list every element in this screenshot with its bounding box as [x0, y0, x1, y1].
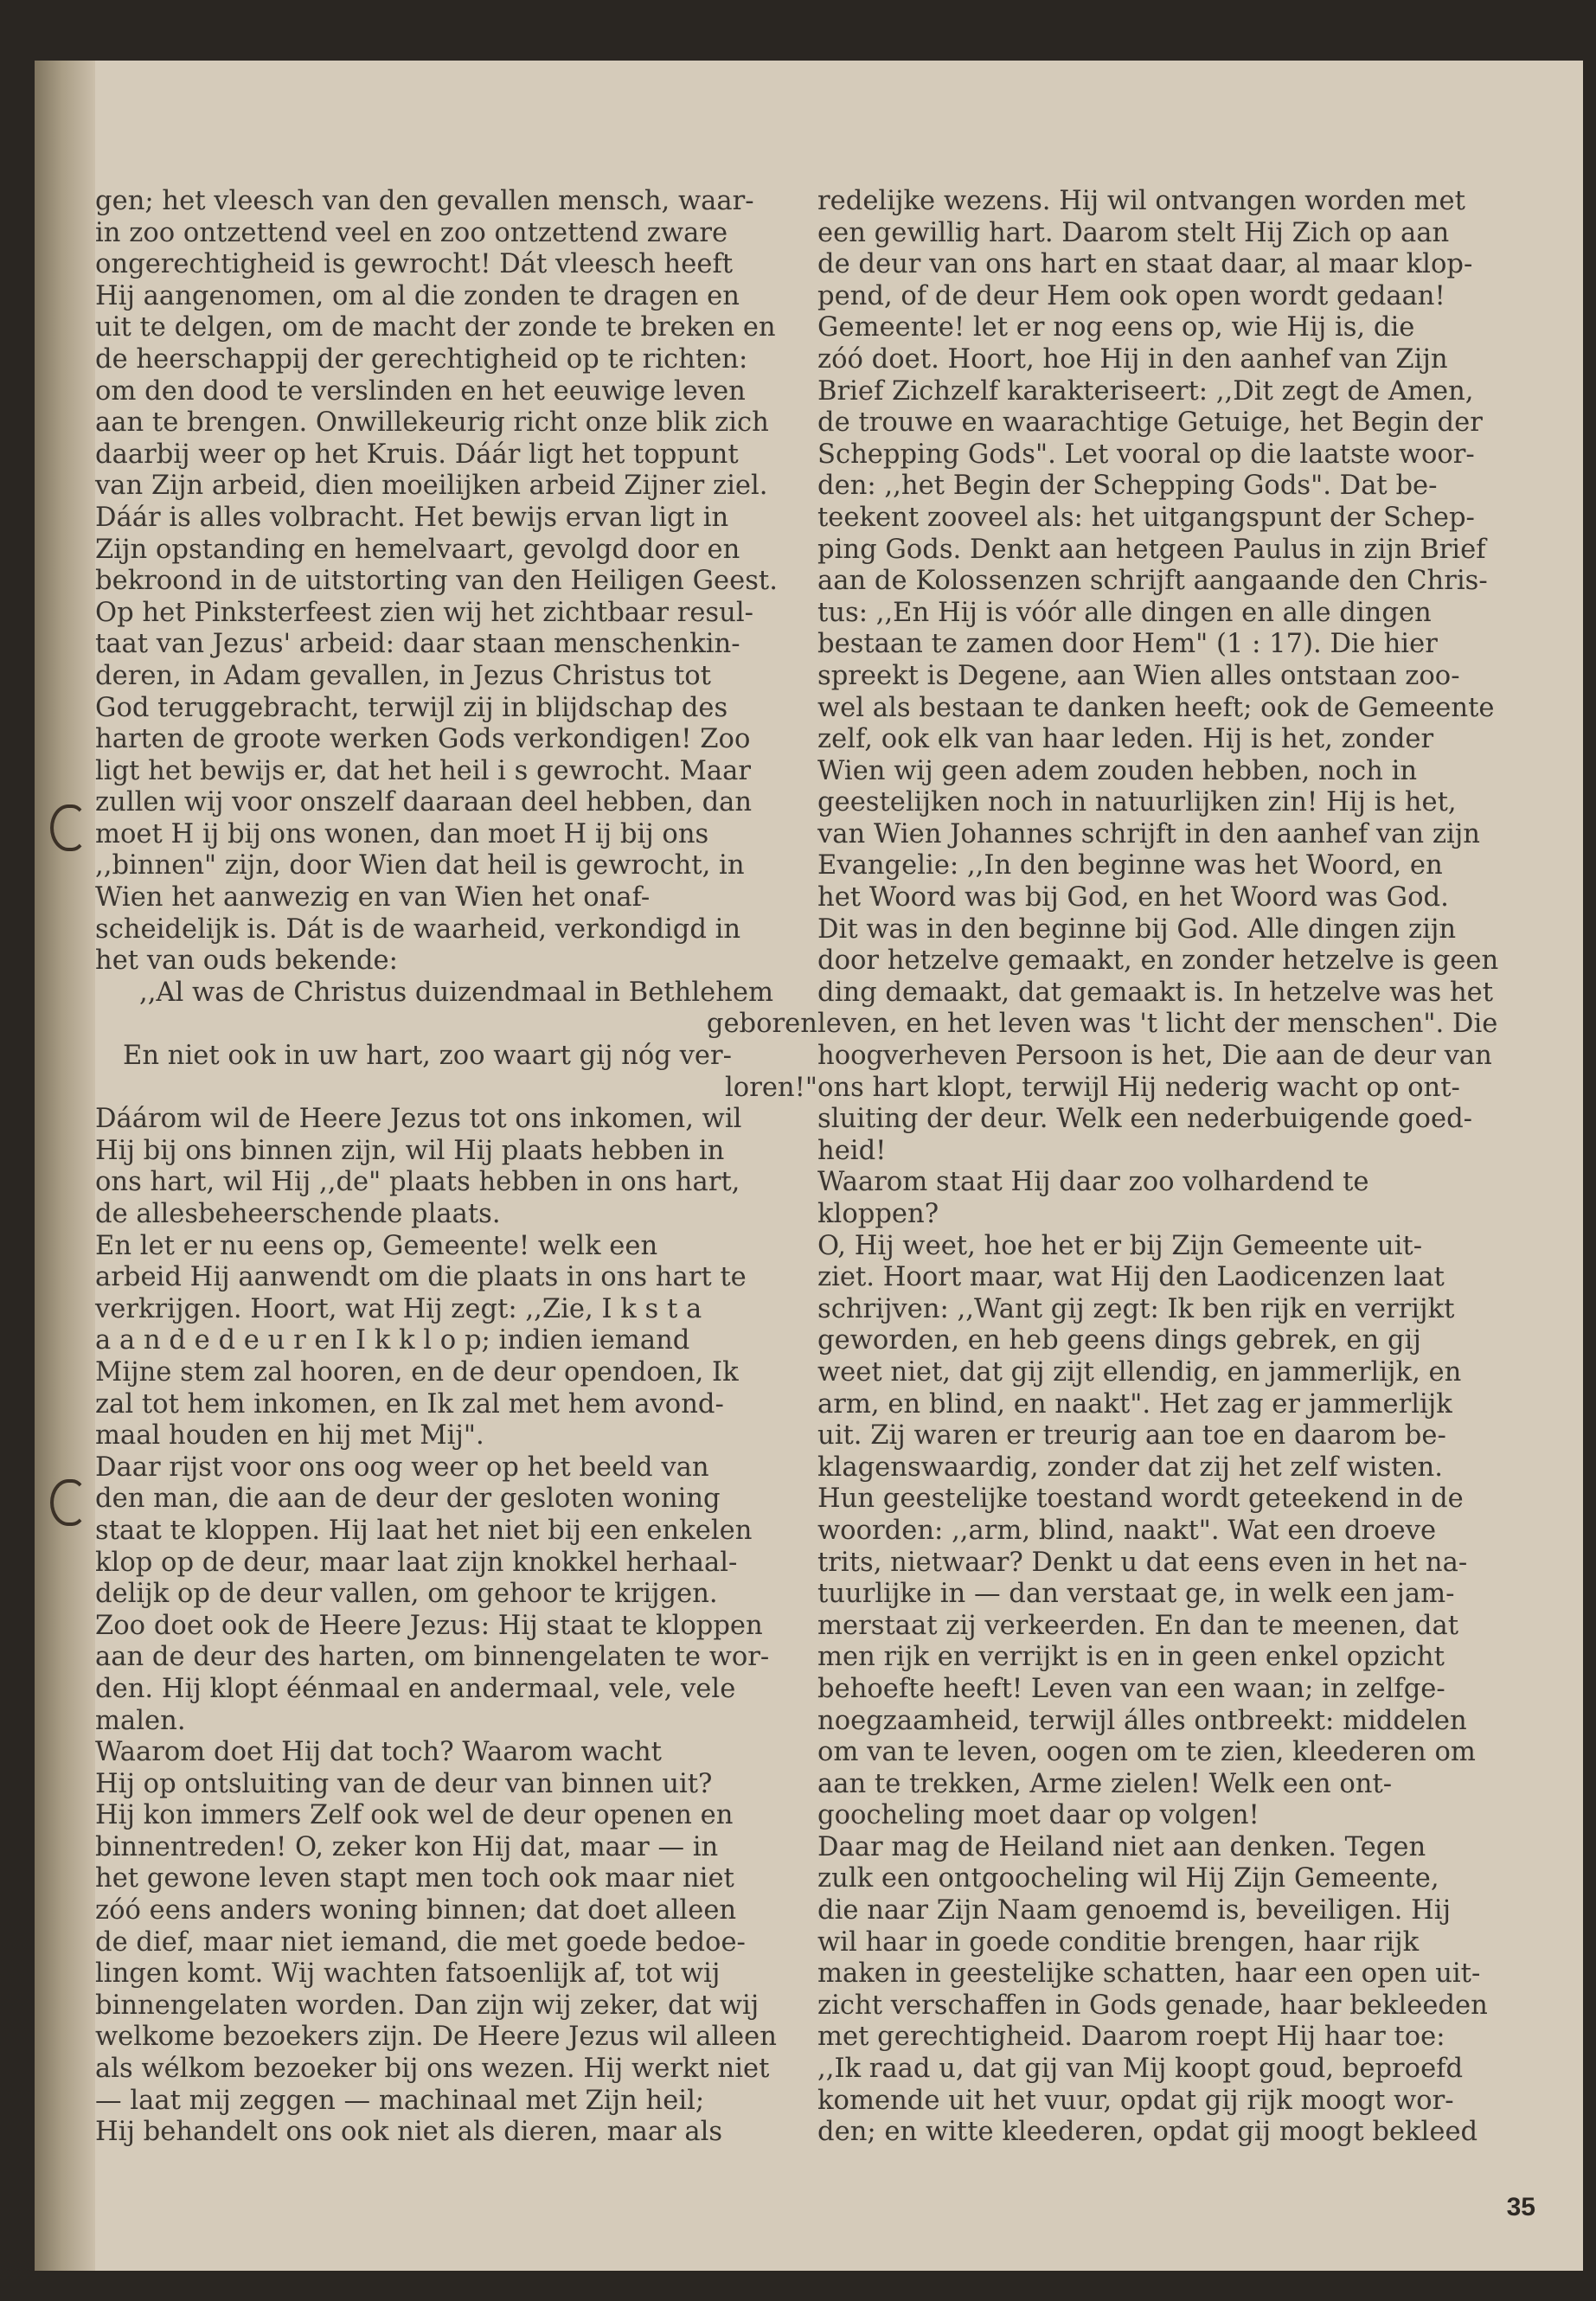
text-line: de heerschappij der gerechtigheid op te richten:	[95, 343, 748, 375]
text-line: klagenswaardig, zonder dat zij het zelf wisten.	[817, 1452, 1443, 1483]
text-line: Dáár is alles volbracht. Het bewijs ervan ligt in	[95, 502, 729, 533]
text-line: verkrijgen. Hoort, wat Hij zegt: ,,Zie, I k s t a	[95, 1293, 702, 1324]
text-line: den: ,,het Begin der Schepping Gods". Dat be-	[817, 471, 1438, 502]
text-line: heid!	[817, 1135, 887, 1166]
text-line: harten de groote werken Gods verkondigen! Zoo	[95, 724, 751, 755]
text-line: Mijne stem zal hooren, en de deur opendoen, Ik	[95, 1356, 739, 1388]
text-line: goocheling moet daar op volgen!	[817, 1800, 1259, 1831]
text-line: zullen wij voor onszelf daaraan deel hebben, dan	[95, 787, 753, 818]
text-line: geboren	[706, 1009, 817, 1040]
text-line: als wélkom bezoeker bij ons wezen. Hij werkt niet	[95, 2054, 770, 2085]
left-column	[95, 186, 817, 2149]
text-line: ,,binnen" zijn, door Wien dat heil is gewrocht, in	[95, 850, 745, 881]
text-line: malen.	[95, 1705, 186, 1736]
text-line: komende uit het vuur, opdat gij rijk moogt wor-	[817, 2085, 1454, 2116]
text-line: leven, en het leven was 't licht der menschen". Die	[817, 1009, 1498, 1040]
page-number: 35	[1506, 2193, 1535, 2221]
text-line: Zoo doet ook de Heere Jezus: Hij staat te kloppen	[95, 1610, 763, 1641]
text-line: door hetzelve gemaakt, en zonder hetzelve is geen	[817, 945, 1499, 977]
text-line: — laat mij zeggen — machinaal met Zijn heil;	[95, 2085, 705, 2116]
text-line: ping Gods. Denkt aan hetgeen Paulus in zijn Brief	[817, 534, 1486, 565]
text-line: deren, in Adam gevallen, in Jezus Christus tot	[95, 660, 711, 691]
text-line: Wien wij geen adem zouden hebben, noch in	[817, 755, 1418, 786]
text-line: ongerechtigheid is gewrocht! Dát vleesch heeft	[95, 249, 734, 280]
text-line: Waarom doet Hij dat toch? Waarom wacht	[95, 1737, 662, 1768]
text-line: redelijke wezens. Hij wil ontvangen worden met	[817, 186, 1465, 216]
text-line: om den dood te verslinden en het eeuwige leven	[95, 375, 746, 407]
text-line: bekroond in de uitstorting van den Heiligen Geest.	[95, 566, 778, 597]
text-line: het gewone leven stapt men toch ook maar niet	[95, 1863, 734, 1894]
text-line: aan de Kolossenzen schrijft aangaande den Chris-	[817, 566, 1488, 597]
text-line: Hun geestelijke toestand wordt geteekend in de	[817, 1484, 1464, 1515]
text-line: sluiting der deur. Welk een nederbuigende goed-	[817, 1104, 1472, 1135]
text-line: geworden, en heb geens dings gebrek, en gij	[817, 1325, 1421, 1356]
text-line: kloppen?	[817, 1199, 939, 1229]
text-line: het Woord was bij God, en het Woord was God.	[817, 882, 1449, 913]
text-line: zóó doet. Hoort, hoe Hij in den aanhef van Zijn	[817, 343, 1448, 375]
text-line: Daar rijst voor ons oog weer op het beeld van	[95, 1452, 709, 1483]
text-line: loren!"	[724, 1072, 817, 1103]
text-line: arbeid Hij aanwendt om die plaats in ons hart te	[95, 1262, 747, 1293]
text-line: spreekt is Degene, aan Wien alles ontstaan zoo-	[817, 660, 1460, 691]
text-line: met gerechtigheid. Daarom roept Hij haar toe:	[817, 2022, 1445, 2053]
text-line: tus: ,,En Hij is vóór alle dingen en alle dingen	[817, 597, 1432, 628]
text-line: maal houden en hij met Mij".	[95, 1420, 484, 1452]
text-line: hoogverheven Persoon is het, Die aan de deur van	[817, 1041, 1492, 1072]
text-line: Waarom staat Hij daar zoo volhardend te	[817, 1167, 1369, 1198]
text-line: zicht verschaffen in Gods genade, haar bekleeden	[817, 1990, 1488, 2021]
text-line: schrijven: ,,Want gij zegt: Ik ben rijk en verrijkt	[817, 1293, 1455, 1324]
text-line: Brief Zichzelf karakteriseert: ,,Dit zegt de Amen,	[817, 375, 1474, 407]
text-line: Hij aangenomen, om al die zonden te dragen en	[95, 280, 740, 311]
text-line: weet niet, dat gij zijt ellendig, en jammerlijk, en	[817, 1356, 1462, 1388]
text-line: a a n d e d e u r en I k k l o p; indien iemand	[95, 1325, 690, 1356]
text-line: zóó eens anders woning binnen; dat doet alleen	[95, 1895, 737, 1926]
text-line: moet H ij bij ons wonen, dan moet H ij bij ons	[95, 818, 709, 849]
text-line: O, Hij weet, hoe het er bij Zijn Gemeente uit-	[817, 1230, 1423, 1261]
text-line: delijk op de deur vallen, om gehoor te krijgen.	[95, 1579, 718, 1610]
text-line: gen; het vleesch van den gevallen mensch, waar-	[95, 186, 754, 216]
text-line: zelf, ook elk van haar leden. Hij is het, zonder	[817, 724, 1434, 755]
binding-spine	[35, 61, 95, 2271]
text-line: lingen komt. Wij wachten fatsoenlijk af, tot wij	[95, 1958, 721, 1990]
text-line: taat van Jezus' arbeid: daar staan menschenkin-	[95, 629, 740, 660]
text-line: welkome bezoekers zijn. De Heere Jezus wil alleen	[95, 2022, 777, 2053]
text-line: den. Hij klopt éénmaal en andermaal, vele, vele	[95, 1673, 736, 1704]
text-line: binnengelaten worden. Dan zijn wij zeker, dat wij	[95, 1990, 760, 2021]
text-line: noegzaamheid, terwijl álles ontbreekt: middelen	[817, 1705, 1467, 1736]
text-line: Hij bij ons binnen zijn, wil Hij plaats hebben in	[95, 1135, 725, 1166]
text-line: Gemeente! let er nog eens op, wie Hij is, die	[817, 312, 1415, 343]
text-line: de allesbeheerschende plaats.	[95, 1199, 501, 1229]
text-line: En let er nu eens op, Gemeente! welk een	[95, 1230, 658, 1261]
text-line: van Zijn arbeid, dien moeilijken arbeid Zijner ziel.	[95, 471, 768, 502]
text-line: Daar mag de Heiland niet aan denken. Tegen	[817, 1831, 1426, 1862]
text-line: den; en witte kleederen, opdat gij moogt bekleed	[817, 2117, 1478, 2148]
text-line: Schepping Gods". Let vooral op die laatste woor-	[817, 439, 1475, 470]
text-line: ding demaakt, dat gemaakt is. In hetzelve was het	[817, 977, 1494, 1008]
text-line: die naar Zijn Naam genoemd is, beveiligen. Hij	[817, 1895, 1452, 1926]
text-line: van Wien Johannes schrijft in den aanhef van zijn	[817, 818, 1480, 849]
text-line: wil haar in goede conditie brengen, haar rijk	[817, 1926, 1420, 1958]
text-line: in zoo ontzettend veel en zoo ontzettend zware	[95, 217, 728, 248]
text-line: staat te kloppen. Hij laat het niet bij een enkelen	[95, 1515, 753, 1546]
text-line: merstaat zij verkeerden. En dan te meenen, dat	[817, 1610, 1459, 1641]
text-line: behoefte heeft! Leven van een waan; in zelfge-	[817, 1673, 1445, 1704]
text-line: ligt het bewijs er, dat het heil i s gewrocht. Maar	[95, 755, 752, 786]
text-line: de trouwe en waarachtige Getuige, het Begin der	[817, 407, 1483, 439]
text-line: Hij op ontsluiting van de deur van binnen uit?	[95, 1768, 713, 1799]
text-line: het van ouds bekende:	[95, 945, 398, 977]
text-line: trits, nietwaar? Denkt u dat eens even in het na-	[817, 1547, 1468, 1578]
text-line: ons hart, wil Hij ,,de" plaats hebben in ons hart,	[95, 1167, 740, 1198]
text-line: de dief, maar niet iemand, die met goede bedoe-	[95, 1926, 746, 1958]
text-line: Dit was in den beginne bij God. Alle dingen zijn	[817, 913, 1457, 945]
text-line: Hij behandelt ons ook niet als dieren, maar als	[95, 2117, 723, 2148]
text-line: aan te brengen. Onwillekeurig richt onze blik zich	[95, 407, 769, 439]
text-line: wel als bestaan te danken heeft; ook de Gemeente	[817, 692, 1495, 723]
text-line: arm, en blind, en naakt". Het zag er jammerlijk	[817, 1388, 1452, 1420]
text-line: men rijk en verrijkt is en in geen enkel opzicht	[817, 1642, 1445, 1673]
text-line: Zijn opstanding en hemelvaart, gevolgd door en	[95, 534, 740, 565]
text-line: daarbij weer op het Kruis. Dáár ligt het toppunt	[95, 439, 739, 470]
text-line: geestelijken noch in natuurlijken zin! Hij is het,	[817, 787, 1457, 818]
text-line: ons hart klopt, terwijl Hij nederig wacht op ont-	[817, 1072, 1460, 1103]
text-line: uit. Zij waren er treurig aan toe en daarom be-	[817, 1420, 1446, 1452]
text-line: woorden: ,,arm, blind, naakt". Wat een droeve	[817, 1515, 1437, 1546]
text-line: scheidelijk is. Dát is de waarheid, verkondigd in	[95, 913, 741, 945]
text-line: ziet. Hoort maar, wat Hij den Laodicenzen laat	[817, 1262, 1445, 1293]
text-line: uit te delgen, om de macht der zonde te breken en	[95, 312, 776, 343]
text-line: ,,Al was de Christus duizendmaal in Bethlehem	[138, 977, 774, 1008]
binder-clip-bottom	[50, 1479, 87, 1526]
text-line: Op het Pinksterfeest zien wij het zichtbaar resul-	[95, 597, 753, 628]
text-line: Dáárom wil de Heere Jezus tot ons inkomen, wil	[95, 1104, 742, 1135]
text-line: En niet ook in uw hart, zoo waart gij nóg ver-	[123, 1041, 732, 1072]
text-line: God teruggebracht, terwijl zij in blijdschap des	[95, 692, 728, 723]
text-line: een gewillig hart. Daarom stelt Hij Zich op aan	[817, 217, 1450, 248]
text-line: Hij kon immers Zelf ook wel de deur openen en	[95, 1800, 734, 1831]
scanned-page	[35, 61, 1583, 2271]
text-line: Wien het aanwezig en van Wien het onaf-	[95, 882, 651, 913]
text-line: tuurlijke in — dan verstaat ge, in welk een jam-	[817, 1579, 1455, 1610]
text-line: binnentreden! O, zeker kon Hij dat, maar — in	[95, 1831, 719, 1862]
text-line: teekent zooveel als: het uitgangspunt der Schep-	[817, 502, 1475, 533]
text-line: zal tot hem inkomen, en Ik zal met hem avond-	[95, 1388, 724, 1420]
right-column	[817, 186, 1535, 2149]
text-line: pend, of de deur Hem ook open wordt gedaan!	[817, 280, 1445, 311]
text-line: de deur van ons hart en staat daar, al maar klop-	[817, 249, 1473, 280]
text-line: klop op de deur, maar laat zijn knokkel herhaal-	[95, 1547, 738, 1578]
text-line: ,,Ik raad u, dat gij van Mij koopt goud, beproefd	[817, 2054, 1464, 2085]
text-line: aan te trekken, Arme zielen! Welk een ont-	[817, 1768, 1393, 1799]
text-line: om van te leven, oogen om te zien, kleederen om	[817, 1737, 1476, 1768]
text-line: den man, die aan de deur der gesloten woning	[95, 1484, 721, 1515]
text-line: maken in geestelijke schatten, haar een open uit-	[817, 1958, 1481, 1990]
binder-clip-top	[50, 804, 87, 851]
text-line: bestaan te zamen door Hem" (1 : 17). Die hier	[817, 629, 1438, 660]
text-line: zulk een ontgoocheling wil Hij Zijn Gemeente,	[817, 1863, 1439, 1894]
text-line: Evangelie: ,,In den beginne was het Woord, en	[817, 850, 1443, 881]
text-line: aan de deur des harten, om binnengelaten te wor-	[95, 1642, 770, 1673]
